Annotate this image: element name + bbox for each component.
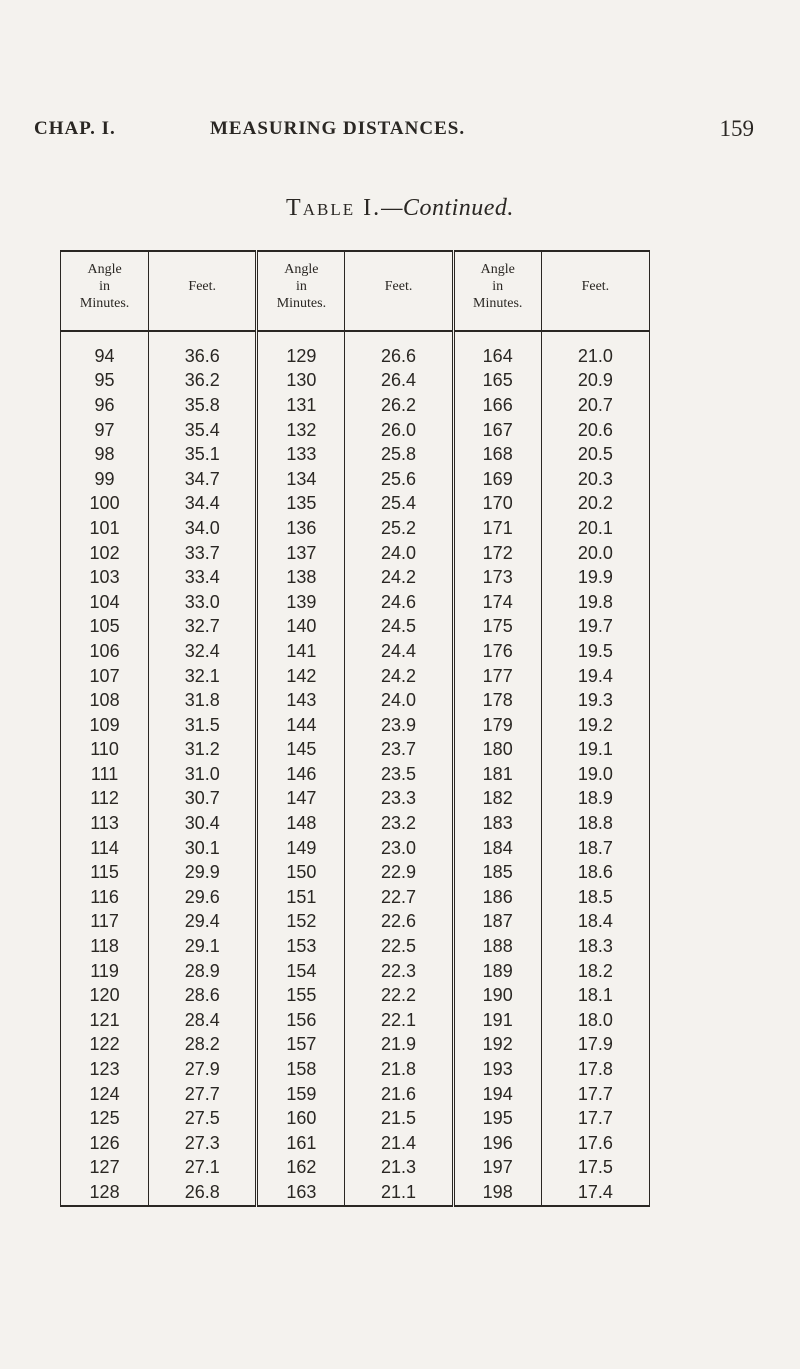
feet-cell: 32.7 — [149, 615, 257, 640]
angle-cell: 108 — [61, 688, 149, 713]
feet-cell: 24.2 — [345, 565, 453, 590]
angle-cell: 176 — [453, 639, 541, 664]
angle-cell: 100 — [61, 492, 149, 517]
table-row — [61, 492, 650, 517]
feet-cell: 23.7 — [345, 738, 453, 763]
feet-cell: 24.4 — [345, 639, 453, 664]
angle-cell: 191 — [453, 1008, 541, 1033]
table-row — [61, 369, 650, 394]
angle-cell: 148 — [257, 811, 345, 836]
angle-cell: 119 — [61, 959, 149, 984]
angle-cell: 107 — [61, 664, 149, 689]
angle-cell: 188 — [453, 934, 541, 959]
feet-cell: 20.3 — [577, 468, 613, 489]
feet-cell: 23.2 — [345, 811, 453, 836]
column-header: Angle in Minutes. — [257, 251, 345, 331]
feet-cell: 26.4 — [345, 369, 453, 394]
table-title-continued: —Continued. — [381, 195, 514, 221]
feet-cell: 29.4 — [149, 910, 257, 935]
feet-cell: 22.2 — [345, 983, 453, 1008]
angle-cell: 169 — [453, 467, 541, 492]
angle-cell: 138 — [257, 565, 345, 590]
angle-cell: 121 — [61, 1008, 149, 1033]
feet-cell: 30.1 — [149, 836, 257, 861]
angle-cell: 124 — [61, 1082, 149, 1107]
feet-cell: 28.4 — [149, 1008, 257, 1033]
angle-cell: 157 — [257, 1033, 345, 1058]
feet-cell: 21.9 — [345, 1033, 453, 1058]
feet-cell: 33.4 — [149, 565, 257, 590]
feet-cell: 31.0 — [149, 762, 257, 787]
angle-cell: 142 — [257, 664, 345, 689]
table-row — [61, 418, 650, 443]
angle-cell: 111 — [61, 762, 149, 787]
angle-cell: 174 — [453, 590, 541, 615]
angle-cell: 131 — [257, 393, 345, 418]
feet-cell: 17.7 — [577, 1108, 613, 1129]
feet-cell: 27.3 — [149, 1131, 257, 1156]
angle-cell: 185 — [453, 860, 541, 885]
feet-cell: 25.8 — [345, 442, 453, 467]
feet-cell: 18.7 — [577, 837, 613, 858]
feet-cell: 20.9 — [577, 370, 613, 391]
feet-cell: 19.1 — [577, 739, 613, 760]
table-row — [61, 541, 650, 566]
angle-cell: 146 — [257, 762, 345, 787]
feet-cell: 19.9 — [577, 567, 613, 588]
feet-cell: 34.0 — [149, 516, 257, 541]
table-row — [61, 811, 650, 836]
angle-cell: 96 — [61, 393, 149, 418]
table-row — [61, 713, 650, 738]
column-header: Feet. — [345, 251, 453, 331]
angle-cell: 154 — [257, 959, 345, 984]
feet-cell: 22.7 — [345, 885, 453, 910]
feet-cell: 26.2 — [345, 393, 453, 418]
angle-cell: 145 — [257, 738, 345, 763]
feet-cell: 27.7 — [149, 1082, 257, 1107]
feet-cell: 17.8 — [577, 1059, 613, 1080]
table-row — [61, 860, 650, 885]
table-row — [61, 615, 650, 640]
table-row — [61, 516, 650, 541]
feet-cell: 21.1 — [345, 1180, 453, 1206]
table-row — [61, 787, 650, 812]
angle-cell: 189 — [453, 959, 541, 984]
angle-cell: 143 — [257, 688, 345, 713]
angle-cell: 130 — [257, 369, 345, 394]
angle-cell: 102 — [61, 541, 149, 566]
feet-cell: 21.3 — [345, 1156, 453, 1181]
angle-cell: 164 — [453, 331, 541, 369]
feet-cell: 18.5 — [577, 886, 613, 907]
running-title: MEASURING DISTANCES. — [210, 118, 466, 139]
feet-cell: 18.9 — [577, 788, 613, 809]
angle-cell: 196 — [453, 1131, 541, 1156]
table-row — [61, 983, 650, 1008]
feet-cell: 26.0 — [345, 418, 453, 443]
table-row — [61, 1082, 650, 1107]
angle-cell: 126 — [61, 1131, 149, 1156]
angle-cell: 125 — [61, 1106, 149, 1131]
table-row — [61, 934, 650, 959]
feet-cell: 21.8 — [345, 1057, 453, 1082]
feet-cell: 18.6 — [577, 862, 613, 883]
angle-cell: 118 — [61, 934, 149, 959]
feet-cell: 35.4 — [149, 418, 257, 443]
feet-cell: 19.2 — [577, 714, 613, 735]
angle-cell: 123 — [61, 1057, 149, 1082]
angle-cell: 151 — [257, 885, 345, 910]
feet-cell: 28.9 — [149, 959, 257, 984]
feet-cell: 35.1 — [149, 442, 257, 467]
angle-cell: 132 — [257, 418, 345, 443]
feet-cell: 19.8 — [577, 591, 613, 612]
feet-cell: 22.3 — [345, 959, 453, 984]
feet-cell: 22.1 — [345, 1008, 453, 1033]
table-row — [61, 1106, 650, 1131]
angle-cell: 152 — [257, 910, 345, 935]
feet-cell: 25.4 — [345, 492, 453, 517]
feet-cell: 19.7 — [577, 616, 613, 637]
angle-cell: 133 — [257, 442, 345, 467]
angle-cell: 116 — [61, 885, 149, 910]
angle-cell: 153 — [257, 934, 345, 959]
feet-cell: 21.0 — [577, 345, 613, 366]
table-row — [61, 393, 650, 418]
feet-cell: 19.0 — [577, 763, 613, 784]
table-row — [61, 664, 650, 689]
angle-cell: 171 — [453, 516, 541, 541]
angle-cell: 193 — [453, 1057, 541, 1082]
angle-cell: 167 — [453, 418, 541, 443]
angle-cell: 113 — [61, 811, 149, 836]
angle-cell: 149 — [257, 836, 345, 861]
angle-cell: 115 — [61, 860, 149, 885]
angle-cell: 128 — [61, 1180, 149, 1206]
feet-cell: 23.0 — [345, 836, 453, 861]
feet-cell: 24.5 — [345, 615, 453, 640]
angle-cell: 110 — [61, 738, 149, 763]
feet-cell: 20.0 — [577, 542, 613, 563]
feet-cell: 26.8 — [149, 1180, 257, 1206]
table-row — [61, 1008, 650, 1033]
angle-cell: 114 — [61, 836, 149, 861]
angle-cell: 101 — [61, 516, 149, 541]
angle-cell: 162 — [257, 1156, 345, 1181]
table-row — [61, 565, 650, 590]
feet-cell: 18.8 — [577, 813, 613, 834]
feet-cell: 19.4 — [577, 665, 613, 686]
angle-cell: 104 — [61, 590, 149, 615]
feet-cell: 22.9 — [345, 860, 453, 885]
column-header: Angle in Minutes. — [61, 251, 149, 331]
feet-cell: 34.7 — [149, 467, 257, 492]
angle-cell: 97 — [61, 418, 149, 443]
feet-cell: 31.2 — [149, 738, 257, 763]
table-row — [61, 331, 650, 369]
table-title-main: Table I. — [286, 195, 382, 221]
feet-cell: 32.4 — [149, 639, 257, 664]
angle-cell: 147 — [257, 787, 345, 812]
feet-cell: 17.4 — [577, 1181, 613, 1202]
table-body — [61, 331, 650, 1206]
angle-cell: 198 — [453, 1180, 541, 1206]
feet-cell: 29.1 — [149, 934, 257, 959]
angle-cell: 158 — [257, 1057, 345, 1082]
angle-cell: 166 — [453, 393, 541, 418]
angle-cell: 179 — [453, 713, 541, 738]
table-row — [61, 959, 650, 984]
table-row — [61, 762, 650, 787]
angle-cell: 144 — [257, 713, 345, 738]
angle-cell: 183 — [453, 811, 541, 836]
feet-cell: 24.6 — [345, 590, 453, 615]
angle-cell: 156 — [257, 1008, 345, 1033]
angle-cell: 165 — [453, 369, 541, 394]
table-row — [61, 467, 650, 492]
angle-cell: 135 — [257, 492, 345, 517]
running-head — [34, 118, 754, 150]
angle-cell: 161 — [257, 1131, 345, 1156]
feet-cell: 21.6 — [345, 1082, 453, 1107]
angle-cell: 120 — [61, 983, 149, 1008]
feet-cell: 17.9 — [577, 1034, 613, 1055]
angle-cell: 105 — [61, 615, 149, 640]
angle-cell: 139 — [257, 590, 345, 615]
angle-cell: 187 — [453, 910, 541, 935]
feet-cell: 23.3 — [345, 787, 453, 812]
feet-cell: 33.7 — [149, 541, 257, 566]
feet-cell: 18.4 — [577, 911, 613, 932]
feet-cell: 24.0 — [345, 688, 453, 713]
feet-cell: 35.8 — [149, 393, 257, 418]
angle-cell: 178 — [453, 688, 541, 713]
feet-cell: 23.9 — [345, 713, 453, 738]
table-row — [61, 1180, 650, 1206]
feet-cell: 27.5 — [149, 1106, 257, 1131]
angle-cell: 186 — [453, 885, 541, 910]
angle-cell: 177 — [453, 664, 541, 689]
feet-cell: 24.0 — [345, 541, 453, 566]
angle-cell: 182 — [453, 787, 541, 812]
angle-cell: 127 — [61, 1156, 149, 1181]
angle-cell: 103 — [61, 565, 149, 590]
feet-cell: 19.3 — [577, 690, 613, 711]
angle-cell: 159 — [257, 1082, 345, 1107]
feet-cell: 18.0 — [577, 1009, 613, 1030]
table-row — [61, 1131, 650, 1156]
feet-cell: 33.0 — [149, 590, 257, 615]
angle-cell: 140 — [257, 615, 345, 640]
feet-cell: 19.5 — [577, 640, 613, 661]
angle-cell: 95 — [61, 369, 149, 394]
feet-cell: 31.8 — [149, 688, 257, 713]
angle-cell: 136 — [257, 516, 345, 541]
feet-cell: 30.4 — [149, 811, 257, 836]
feet-cell: 18.1 — [577, 985, 613, 1006]
feet-cell: 21.4 — [345, 1131, 453, 1156]
feet-cell: 20.1 — [577, 517, 613, 538]
feet-cell: 20.5 — [577, 444, 613, 465]
table-header-row — [61, 251, 650, 331]
feet-cell: 17.6 — [577, 1132, 613, 1153]
feet-cell: 17.5 — [577, 1157, 613, 1178]
table-row — [61, 1156, 650, 1181]
feet-cell: 27.1 — [149, 1156, 257, 1181]
table-row — [61, 442, 650, 467]
table-row — [61, 1057, 650, 1082]
feet-cell: 29.6 — [149, 885, 257, 910]
feet-cell: 26.6 — [345, 331, 453, 369]
table-row — [61, 688, 650, 713]
angle-cell: 160 — [257, 1106, 345, 1131]
feet-cell: 32.1 — [149, 664, 257, 689]
column-header: Feet. — [149, 251, 257, 331]
angle-cell: 168 — [453, 442, 541, 467]
table-row — [61, 639, 650, 664]
angle-cell: 134 — [257, 467, 345, 492]
angle-cell: 129 — [257, 331, 345, 369]
angle-cell: 141 — [257, 639, 345, 664]
table-title — [0, 195, 800, 222]
table-row — [61, 738, 650, 763]
angle-cell: 112 — [61, 787, 149, 812]
angle-cell: 94 — [61, 331, 149, 369]
feet-cell: 24.2 — [345, 664, 453, 689]
feet-cell: 25.6 — [345, 467, 453, 492]
feet-cell: 34.4 — [149, 492, 257, 517]
angle-cell: 137 — [257, 541, 345, 566]
feet-cell: 20.7 — [577, 394, 613, 415]
table-row — [61, 590, 650, 615]
angle-cell: 122 — [61, 1033, 149, 1058]
angle-cell: 190 — [453, 983, 541, 1008]
angle-cell: 195 — [453, 1106, 541, 1131]
feet-cell: 23.5 — [345, 762, 453, 787]
feet-cell: 36.6 — [149, 331, 257, 369]
feet-cell: 22.5 — [345, 934, 453, 959]
feet-cell: 28.2 — [149, 1033, 257, 1058]
angle-cell: 197 — [453, 1156, 541, 1181]
table-row — [61, 836, 650, 861]
angle-cell: 172 — [453, 541, 541, 566]
angle-cell: 192 — [453, 1033, 541, 1058]
column-header: Feet. — [541, 251, 649, 331]
angle-cell: 173 — [453, 565, 541, 590]
feet-cell: 20.6 — [577, 419, 613, 440]
feet-cell: 30.7 — [149, 787, 257, 812]
angle-cell: 194 — [453, 1082, 541, 1107]
angle-cell: 106 — [61, 639, 149, 664]
angle-cell: 175 — [453, 615, 541, 640]
table-row — [61, 910, 650, 935]
angle-cell: 117 — [61, 910, 149, 935]
feet-cell: 21.5 — [345, 1106, 453, 1131]
angle-cell: 170 — [453, 492, 541, 517]
page-number: 159 — [719, 116, 754, 141]
angle-cell: 109 — [61, 713, 149, 738]
feet-cell: 36.2 — [149, 369, 257, 394]
table-row — [61, 1033, 650, 1058]
angle-cell: 99 — [61, 467, 149, 492]
distance-table — [60, 250, 650, 1207]
feet-cell: 20.2 — [577, 493, 613, 514]
table-row — [61, 885, 650, 910]
angle-cell: 184 — [453, 836, 541, 861]
angle-cell: 98 — [61, 442, 149, 467]
feet-cell: 22.6 — [345, 910, 453, 935]
feet-cell: 18.2 — [577, 960, 613, 981]
angle-cell: 150 — [257, 860, 345, 885]
angle-cell: 180 — [453, 738, 541, 763]
feet-cell: 18.3 — [577, 936, 613, 957]
angle-cell: 181 — [453, 762, 541, 787]
feet-cell: 28.6 — [149, 983, 257, 1008]
column-header: Angle in Minutes. — [453, 251, 541, 331]
feet-cell: 27.9 — [149, 1057, 257, 1082]
feet-cell: 17.7 — [577, 1083, 613, 1104]
feet-cell: 25.2 — [345, 516, 453, 541]
chapter-label: CHAP. I. — [34, 118, 116, 139]
angle-cell: 155 — [257, 983, 345, 1008]
feet-cell: 29.9 — [149, 860, 257, 885]
angle-cell: 163 — [257, 1180, 345, 1206]
feet-cell: 31.5 — [149, 713, 257, 738]
